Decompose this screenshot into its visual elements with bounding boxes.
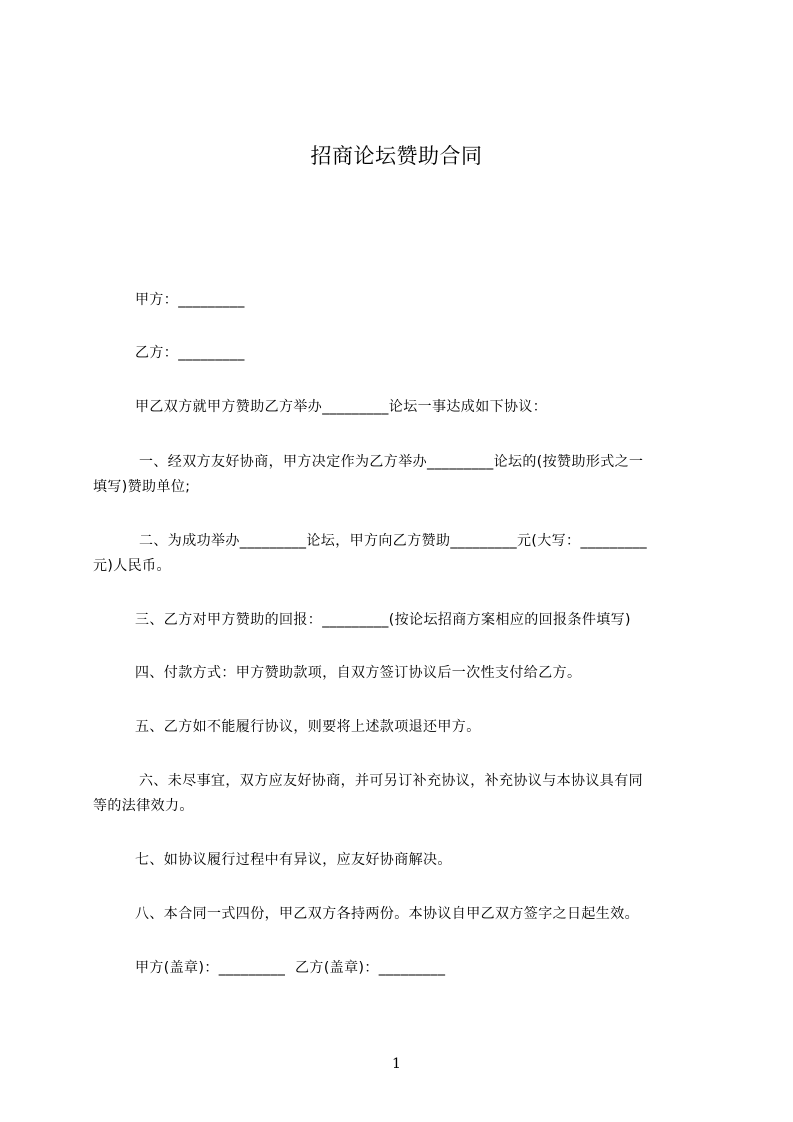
clause-6-line-1: 六、未尽事宜，双方应友好协商，并可另订补充协议，补充协议与本协议具有同 <box>139 773 643 789</box>
clause-4 <box>93 661 713 686</box>
clause-3 <box>93 608 713 633</box>
party-a-text: 甲方：_________ <box>135 292 245 308</box>
clause-7 <box>93 848 713 873</box>
clause-2 <box>93 529 713 579</box>
clause-8 <box>93 902 713 927</box>
clause-1-line-1: 一、经双方友好协商，甲方决定作为乙方举办_________论坛的(按赞助形式之一 <box>139 454 644 470</box>
clause-7-text: 七、如协议履行过程中有异议，应友好协商解决。 <box>135 852 452 868</box>
party-b-text: 乙方：_________ <box>135 345 245 361</box>
clause-5 <box>93 715 713 740</box>
party-b-line <box>93 341 713 366</box>
clause-6 <box>93 769 713 819</box>
clause-2-line-1: 二、为成功举办_________论坛，甲方向乙方赞助_________元(大写：_________ <box>139 533 648 549</box>
party-a-line <box>93 288 713 313</box>
intro-paragraph <box>93 395 713 420</box>
clause-6-line-2: 等的法律效力。 <box>93 798 194 814</box>
clause-2-line-2: 元)人民币。 <box>93 558 171 574</box>
clause-3-text: 三、乙方对甲方赞助的回报：_________(按论坛招商方案相应的回报条件填写) <box>135 612 631 628</box>
clause-5-text: 五、乙方如不能履行协议，则要将上述款项退还甲方。 <box>135 719 481 735</box>
signature-text: 甲方(盖章)：_________ 乙方(盖章)：_________ <box>135 960 446 976</box>
clause-1 <box>93 450 713 500</box>
signature-line <box>93 956 713 981</box>
clause-1-line-2: 填写)赞助单位; <box>93 479 191 495</box>
clause-8-text: 八、本合同一式四份，甲乙双方各持两份。本协议自甲乙双方签字之日起生效。 <box>135 906 639 922</box>
page-number: 1 <box>392 1056 401 1072</box>
intro-text: 甲乙双方就甲方赞助乙方举办_________论坛一事达成如下协议： <box>135 399 548 415</box>
document-title: 招商论坛赞助合同 <box>310 144 483 168</box>
clause-4-text: 四、付款方式：甲方赞助款项，自双方签订协议后一次性支付给乙方。 <box>135 665 582 681</box>
